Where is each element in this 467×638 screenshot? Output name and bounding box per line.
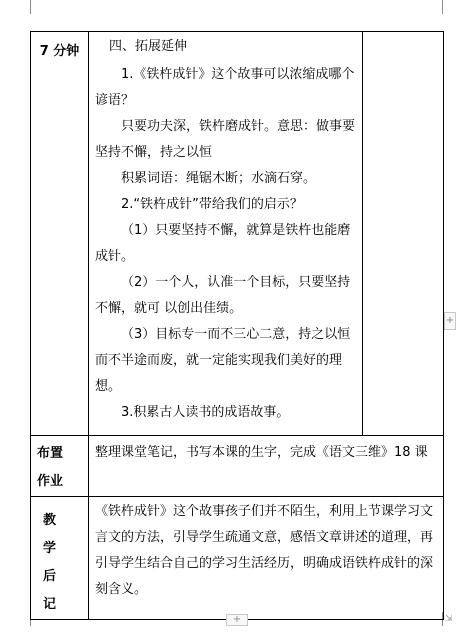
paragraph: （3）目标专一而不三心二意，持之以恒而不半途而废，就一定能实现我们美好的理想。 [95, 327, 351, 394]
homework-row [31, 436, 444, 497]
extension-content [89, 32, 363, 436]
crop-mark-top-left-v [30, 0, 31, 14]
paragraph: 只要功夫深，铁杵磨成针。意思：做事要坚持不懈，持之以恒 [95, 119, 356, 160]
paragraph: （1）只要坚持不懈，就算是铁杵也能磨成针。 [95, 223, 351, 264]
time-cell [31, 32, 89, 436]
lesson-table [30, 31, 444, 620]
resize-handle-icon[interactable]: ⇲ [445, 614, 453, 624]
paragraph: （2）一个人，认准一个目标，只要坚持不懈，就可 以创出佳绩。 [95, 275, 351, 316]
plus-icon: + [232, 614, 242, 625]
paragraph: 1.《铁杵成针》这个故事可以浓缩成哪个谚语？ [95, 67, 355, 108]
paragraph: 2.“铁杵成针”带给我们的启示？ [121, 197, 303, 212]
paragraph: 3.积累古人读书的成语故事。 [121, 405, 290, 420]
plus-icon: + [445, 315, 455, 326]
extension-row [31, 32, 444, 436]
reflection-row [31, 497, 444, 620]
homework-label: 布置 作业 [31, 436, 89, 497]
add-row-tab[interactable] [226, 614, 248, 626]
notes-cell[interactable] [363, 32, 444, 436]
time-label: 7 分钟 [39, 44, 80, 59]
homework-content: 整理课堂笔记，书写本课的生字，完成《语文三维》18 课 [89, 436, 444, 497]
section-heading: 四、拓展延伸 [109, 39, 188, 54]
add-column-tab[interactable] [444, 312, 456, 330]
reflection-content: 《铁杵成针》这个故事孩子们并不陌生，利用上节课学习文言文的方法，引导学生疏通文意，感悟文章讲述的道理，再引导学生结合自己的学习生活经历，明确成语铁杵成针的深刻含义。 [89, 497, 444, 620]
paragraph: 积累词语：绳锯木断；水滴石穿。 [121, 171, 317, 186]
reflection-label: 教 学 后 记 [31, 497, 89, 620]
crop-mark-top-right-v [442, 0, 443, 14]
